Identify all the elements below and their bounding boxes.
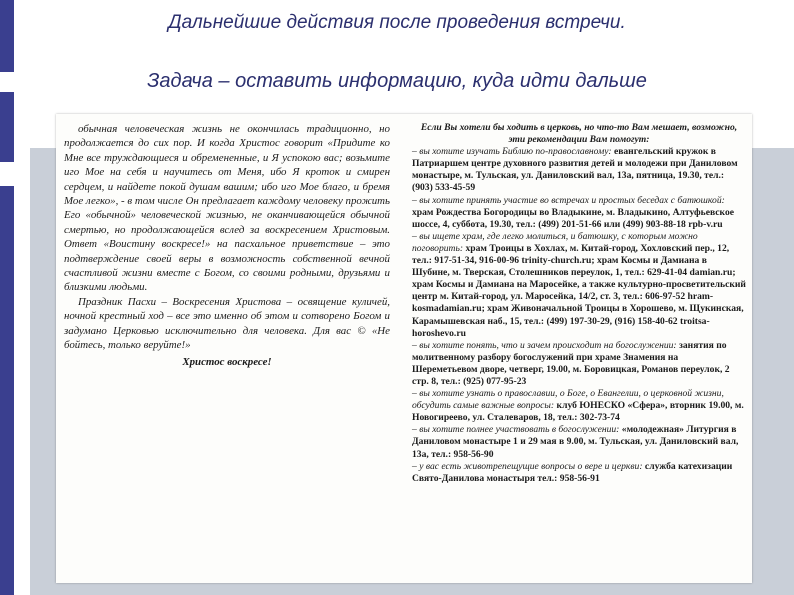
item-details: служба катехизации Свято-Данилова монастыря тел.: 958-56-91 [412,460,733,484]
recommendation-item [412,424,746,460]
item-details: клуб ЮНЕСКО «Сфера», вторник 19.00, м. Новогиреево, ул. Сталеваров, 18, тел.: 302-73-74 [412,400,744,424]
slide-title: Дальнейшие действия после проведения встречи. [168,12,626,33]
recommendation-item [412,340,746,388]
item-details: храм Троицы в Хохлах, м. Китай-город, Хохловский пер., 12, тел.: 917-51-34, 916-00-96 trinity-church.ru; храм Космы и Дамиана в Шубине, м. Тверская, Столешников переулок, 1, тел.: 629-41-04 damian.ru; храм Космы и Дамиана на Маросейке, а также культурно-просветительский центр м. Китай-город, ул. Маросейка, 14/2, ст. 3, тел.: 606-97-52 hram-kosmadamian.ru; храм Живоначальной Троицы в Хорошево, м. Щукинская, Карамышевская наб., 15, тел.: (499) 197-30-29, (916) 158-40-62 troitsa-horoshevo.ru [412,242,746,339]
item-question: – вы ищете храм, где легко молиться, и батюшку, с которым можно поговорить: [412,230,698,254]
item-details: занятия по молитвенному разбору богослужений при храме Знамения на Шереметьевом дворе, четверг, 19.00, м. Боровицкая, Романов переулок, 2 стр. 8, тел.: (925) 077-95-23 [412,339,730,387]
paragraph: Праздник Пасхи – Воскресения Христова – освящение куличей, ночной крестный ход – все это именно об этом и сотворено Богом и задумано Церковью исключительно для человека. Для вас © «Не бойтесь, только веруйте!» [64,295,390,352]
recommendation-item [412,146,746,194]
recommendation-item [412,231,746,340]
slide-subtitle: Задача – оставить информацию, куда идти дальше [147,70,647,92]
item-question: – вы хотите полнее участвовать в богослужении: [412,424,620,436]
scanned-page [56,114,752,583]
item-question: – вы хотите изучать Библию по-православному: [412,146,612,158]
item-details: «молодежная» Литургия в Даниловом монастыре 1 и 29 мая в 9.00, м. Тульская, ул. Даниловский вал, 13а, тел.: 958-56-90 [412,424,739,460]
closing-greeting: Христос воскресе! [182,355,272,368]
item-question: – вы хотите принять участие во встречах и простых беседах с батюшкой: [412,194,725,206]
item-question: – вы хотите узнать о православии, о Боге, о Евангелии, о церковной жизни, обсудить самые важные вопросы: [412,388,724,412]
item-question: – у вас есть животрепещущие вопросы о вере и церкви: [412,460,643,472]
item-question: – вы хотите понять, что и зачем происходит на богослужении: [412,339,677,351]
paragraph: обычная человеческая жизнь не окончилась традиционно, но продолжается до сих пор. И когда Христос говорит «Придите ко Мне все труждающиеся и обремененные, и Я успокою вас; возьмите иго Мое на себя и научитесь от Меня, ибо Я кроток и смирен сердцем, и найдете покой душам вашим; ибо иго Мое благо, и бремя Мое легко», - в том числе Он предлагает каждому человеку прожить Его «обычной» человеческой жизнью, не оканчивающейся обычной смертью, но продолжающейся вслед за воскресением Христовым. Ответ «Воистину воскресе!» на пасхальное приветствие – это подтверждение своей веры в возможность собственной вечной счастливой жизни вместе с Богом, со своими родными, друзьями и близкими людьми. [64,123,390,294]
accent-bar-top [0,0,14,72]
recommendations-column [412,122,746,485]
item-details: храм Рождества Богородицы во Владыкине, м. Владыкино, Алтуфьевское шоссе, 4, суббота, 19.30, тел.: (499) 201-51-66 или (499) 903-88-18 rpb-v.ru [412,206,735,230]
recommendation-item [412,388,746,424]
accent-bar-middle [0,92,14,162]
accent-bar-bottom [0,186,14,595]
recommendation-item [412,461,746,485]
recommendations-heading: Если Вы хотели бы ходить в церковь, но что-то Вам мешает, возможно, эти рекомендации Вам помогут: [420,122,738,146]
recommendation-item [412,195,746,231]
item-details: евангельский кружок в Патриаршем центре духовного развития детей и молодежи при Даниловом монастыре, м. Тульская, ул. Даниловский вал, 13а, пятница, 19.30, тел.: (903) 533-45-59 [412,146,738,194]
left-text-column [64,122,390,369]
